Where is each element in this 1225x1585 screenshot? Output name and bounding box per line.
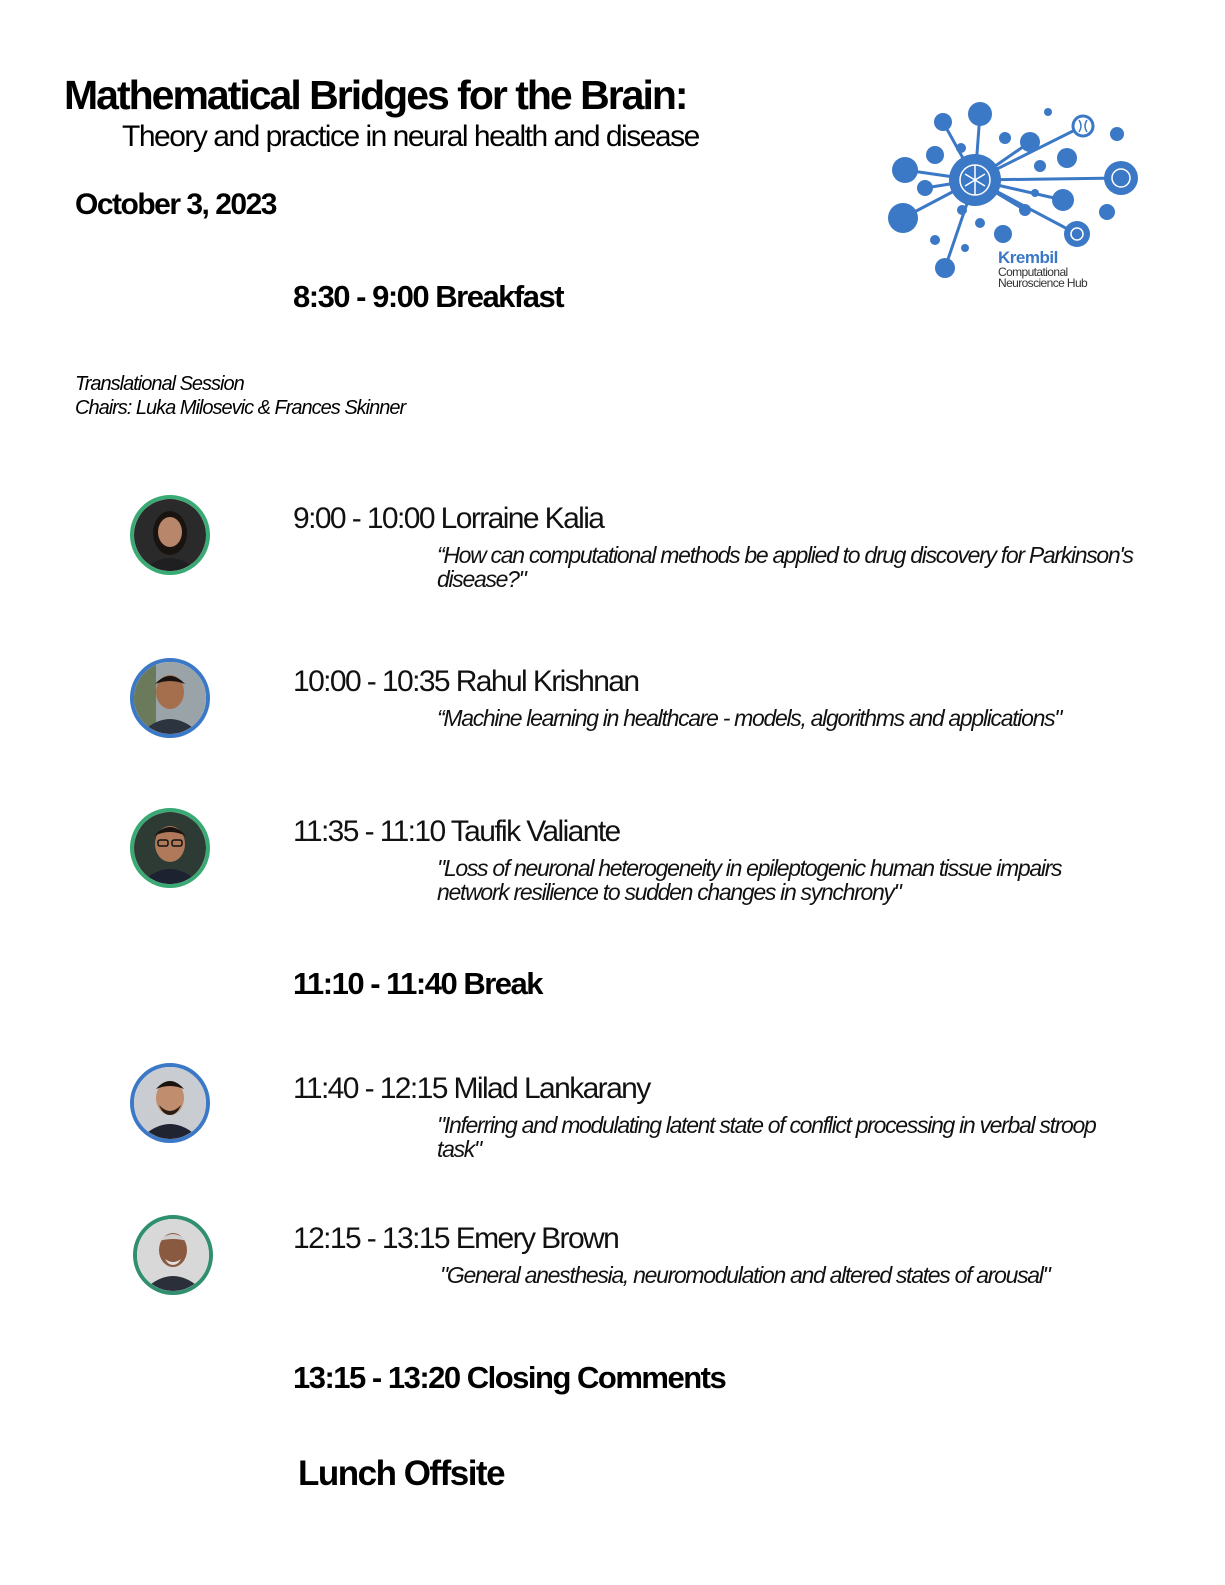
talk-5-head: 12:15 - 13:15 Emery Brown [293,1222,619,1255]
avatar-emery-brown [133,1215,213,1295]
logo-text [998,249,1087,289]
page-title: Mathematical Bridges for the Brain: [64,72,687,118]
talk-3-title: "Loss of neuronal heterogeneity in epileptogenic human tissue impairs network resilience to sudden changes in synchrony" [437,855,1062,905]
talk-2-title: “Machine learning in healthcare - models, algorithms and applications" [437,705,1062,731]
session-info [75,372,405,420]
logo-line2: Neuroscience Hub [998,276,1088,290]
breakfast-slot: 8:30 - 9:00 Breakfast [293,279,564,314]
event-date: October 3, 2023 [75,188,276,221]
page-subtitle: Theory and practice in neural health and disease [122,120,699,153]
avatar-milad-lankarany [130,1063,210,1143]
session-name: Translational Session [75,373,244,395]
talk-5-title: "General anesthesia, neuromodulation and altered states of arousal" [440,1262,1050,1288]
logo-line1: Computational [998,265,1068,279]
talk-4-title: "Inferring and modulating latent state of conflict processing in verbal stroop task" [437,1112,1096,1162]
break-slot: 11:10 - 11:40 Break [293,966,542,1001]
session-chairs: Chairs: Luka Milosevic & Frances Skinner [75,397,406,419]
lunch-slot: Lunch Offsite [298,1454,505,1493]
talk-1-head: 9:00 - 10:00 Lorraine Kalia [293,502,604,535]
talk-3-head: 11:35 - 11:10 Taufik Valiante [293,815,620,848]
closing-slot: 13:15 - 13:20 Closing Comments [293,1360,726,1395]
avatar-taufik-valiante [130,808,210,888]
talk-1-title: “How can computational methods be applied to drug discovery for Parkinson's disease?" [437,542,1133,592]
talk-4-head: 11:40 - 12:15 Milad Lankarany [293,1072,650,1105]
logo-name: Krembil [998,248,1058,267]
avatar-rahul-krishnan [130,658,210,738]
avatar-lorraine-kalia [130,495,210,575]
talk-2-head: 10:00 - 10:35 Rahul Krishnan [293,665,639,698]
